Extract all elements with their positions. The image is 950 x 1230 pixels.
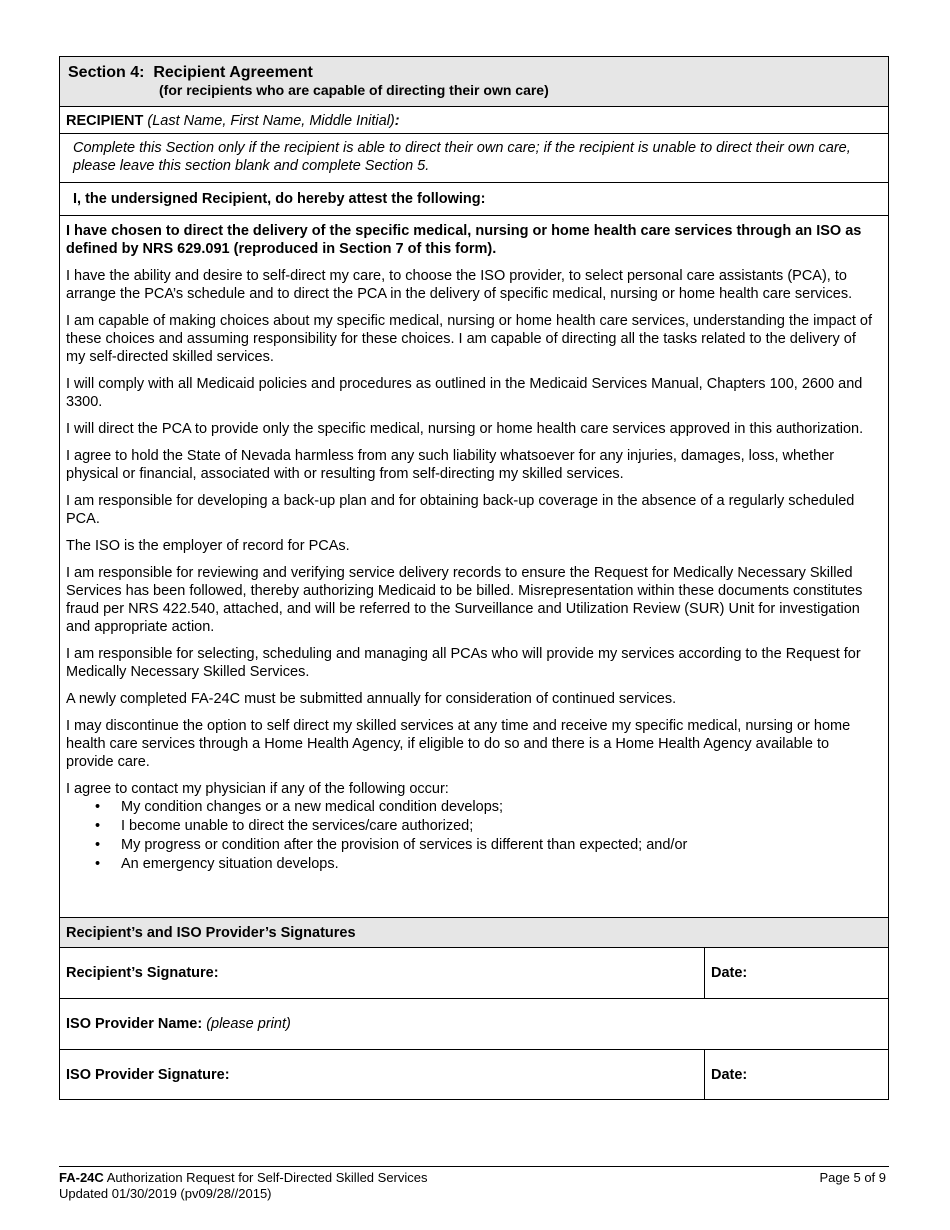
iso-provider-name-row xyxy=(60,999,888,1050)
statement: I will direct the PCA to provide only the specific medical, nursing or home health care services approved in this authorization. xyxy=(66,421,864,437)
statement: The ISO is the employer of record for PCAs. xyxy=(66,538,350,554)
bullet-icon: • xyxy=(95,818,101,834)
bullet-icon: • xyxy=(95,837,101,853)
instructions: Complete this Section only if the recipient is able to direct their own care; if the recipient is unable to direct their own care, please leave this section blank and complete Section 5. xyxy=(60,134,888,183)
recipient-name-field[interactable] xyxy=(60,107,888,134)
statement-iso-choice: I have chosen to direct the delivery of the specific medical, nursing or home health care services through an ISO as defined by NRS 629.091 (reproduced in Section 7 of this form). xyxy=(66,223,862,257)
iso-name-hint: (please print) xyxy=(206,1016,291,1032)
page-footer xyxy=(59,1170,889,1202)
page-number: Page 5 of 9 xyxy=(819,1170,886,1185)
form-title: Authorization Request for Self-Directed Skilled Services xyxy=(103,1170,428,1185)
iso-provider-date-field[interactable]: Date: xyxy=(711,1066,748,1083)
updated-date: Updated 01/30/2019 (pv09/28//2015) xyxy=(59,1186,272,1201)
bullet-icon: • xyxy=(95,799,101,815)
statement: I may discontinue the option to self direct my skilled services at any time and receive my specific medical, nursing or home health care services through a Home Health Agency, if eligible to do so and there is a Home Health Agency available to provide care. xyxy=(66,718,851,770)
list-item: • I become unable to direct the services/care authorized; xyxy=(95,818,474,834)
statement: I agree to hold the State of Nevada harmless from any such liability whatsoever for any injuries, damages, loss, whether physical or financial, associated with or resulting from self-directing my skilled services. xyxy=(66,448,835,482)
recipient-date-field[interactable]: Date: xyxy=(711,965,748,981)
statement: I am capable of making choices about my specific medical, nursing or home health care services, understanding the impact of these choices and assuming responsibility for these choices. I am capable of directing all the tasks related to the delivery of my self-directed skilled services. xyxy=(66,313,872,365)
list-item: • An emergency situation develops. xyxy=(95,856,339,872)
section-header xyxy=(60,57,888,107)
bullet-icon: • xyxy=(95,856,101,872)
iso-provider-name-field[interactable]: ISO Provider Name: (please print) xyxy=(66,1016,291,1032)
statement: I have the ability and desire to self-direct my care, to choose the ISO provider, to select personal care assistants (PCA), to arrange the PCA’s schedule and to direct the PCA in the delivery of specific medical, nursing or home health care services. xyxy=(66,268,853,302)
form-id: FA-24C xyxy=(59,1170,104,1185)
list-item: • My progress or condition after the provision of services is different than expected; and/or xyxy=(95,837,688,853)
recipient-signature-row xyxy=(60,948,888,999)
attest-heading: I, the undersigned Recipient, do hereby attest the following: xyxy=(60,183,888,216)
section-subtitle: (for recipients who are capable of directing their own care) xyxy=(159,82,549,98)
section-title: Section 4: Recipient Agreement xyxy=(68,64,313,81)
statement: I am responsible for reviewing and verifying service delivery records to ensure the Request for Medically Necessary Skilled Services has been followed, thereby authorizing Medicaid to be billed. Misrepresentation within these documents constitutes fraud per NRS 422.540, attached, and will be referred to the Surveillance and Utilization Review (SUR) Unit for investigation and appropriate action. xyxy=(66,565,863,635)
recipient-agreement-form xyxy=(59,56,889,1100)
agreement-statements xyxy=(60,216,888,917)
recipient-signature-field[interactable]: Recipient’s Signature: xyxy=(60,948,705,998)
recipient-colon: : xyxy=(394,113,400,129)
recipient-label: RECIPIENT xyxy=(66,113,144,129)
iso-provider-signature-field[interactable]: ISO Provider Signature: xyxy=(60,1050,705,1099)
condition-list xyxy=(66,798,878,874)
statement: A newly completed FA-24C must be submitted annually for consideration of continued services. xyxy=(66,691,677,707)
signatures-header: Recipient’s and ISO Provider’s Signatures xyxy=(60,917,888,948)
statement: I am responsible for selecting, scheduling and managing all PCAs who will provide my services according to the Request for Medically Necessary Skilled Services. xyxy=(66,646,861,680)
statement-contact-physician: I agree to contact my physician if any of the following occur: xyxy=(66,781,449,797)
list-item: • My condition changes or a new medical condition develops; xyxy=(95,799,504,815)
recipient-hint: (Last Name, First Name, Middle Initial) xyxy=(147,113,395,129)
statement: I am responsible for developing a back-up plan and for obtaining back-up coverage in the absence of a regularly scheduled PCA. xyxy=(66,493,855,527)
footer-divider xyxy=(59,1166,889,1167)
iso-provider-signature-row xyxy=(60,1050,888,1099)
statement: I will comply with all Medicaid policies and procedures as outlined in the Medicaid Services Manual, Chapters 100, 2600 and 3300. xyxy=(66,376,863,410)
